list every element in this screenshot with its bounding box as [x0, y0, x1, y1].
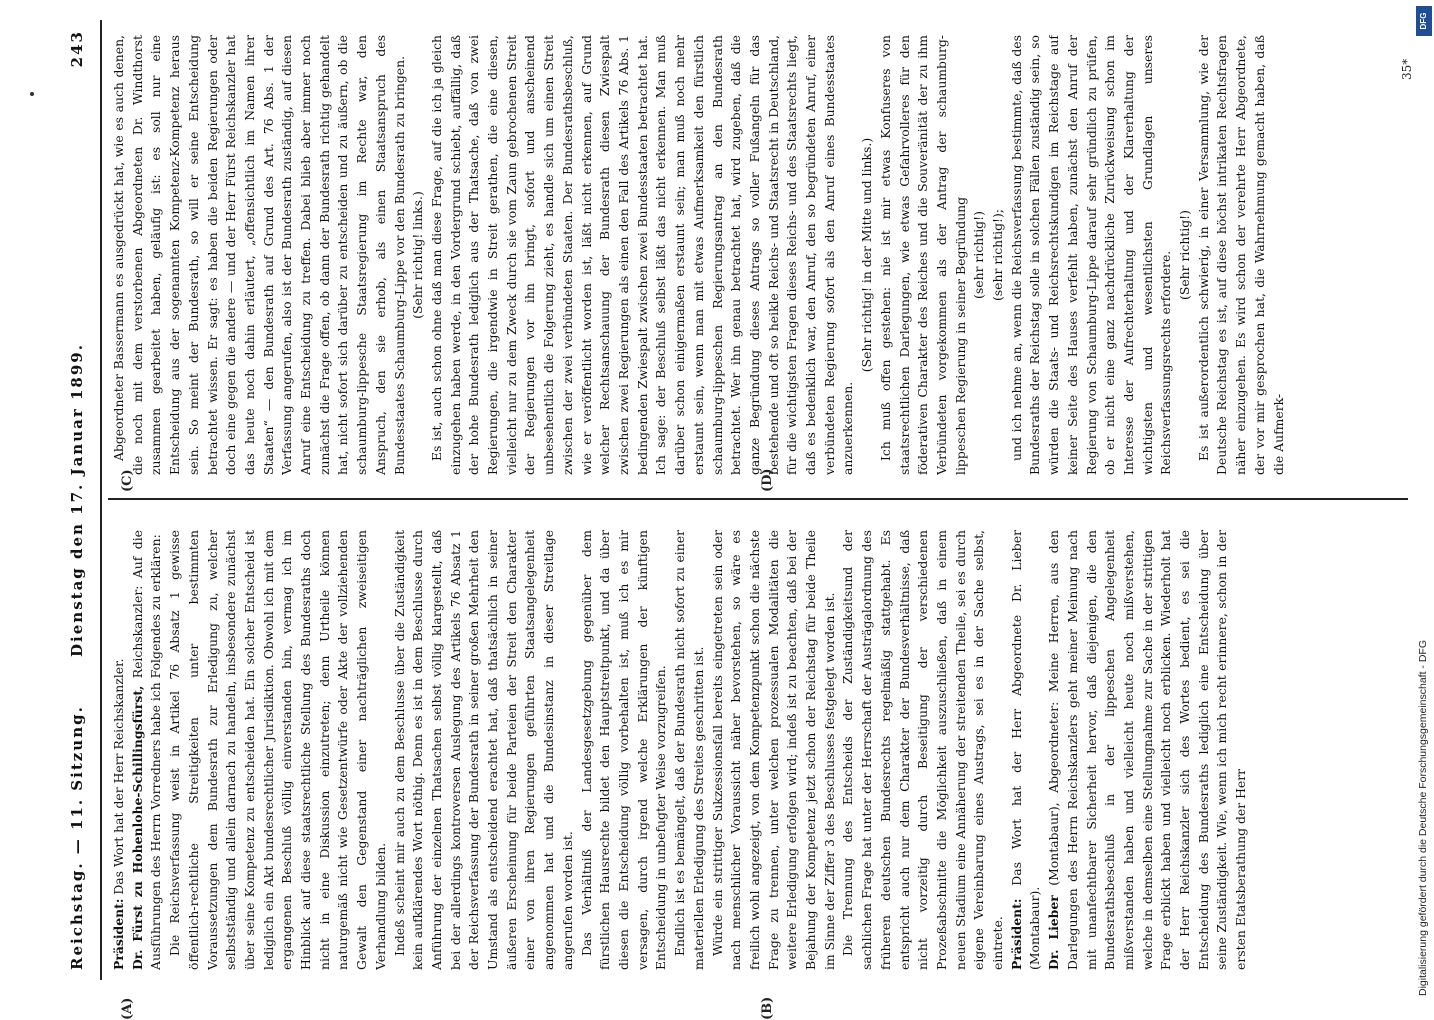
signature-mark: 35* — [1400, 58, 1414, 80]
paragraph-text: Die Reichsverfassung weist in Artikel 76 Absatz 1 gewisse öffentlich-rechtliche Streitigkeiten unter bestimmten Voraussetzungen dem Bundesrath zur Erledigung zu, welcher selbstständig und allein darnach zu handeln, insbesondere zunächst über seine Kompetenz zu entscheiden hat. Ein solcher Entscheid ist lediglich ein Akt bundesrechtlicher Jurisdiktion. Obwohl ich mit dem ergangenen Beschluß völlig einverstanden bin, vermag ich im Hinblick auf diese staatsrechtliche Stellung des Bundesraths doch nicht in eine Diskussion einzutreten; denn Urtheile können naturgemäß nicht wie Gesetzentwürfe oder Akte der vollziehenden Gewalt den Gegenstand einer nachträglichen zweiseitigen Verhandlung bilden. — [167, 530, 388, 970]
header-date: Dienstag den 17. Januar 1899. — [68, 343, 86, 657]
left-text-column — [110, 530, 1410, 970]
paragraph-text: Würde ein strittiger Sukzessionsfall bereits eingetreten sein oder nach menschlicher Voraussicht näher bevorstehen, so wäre es freilich wohl angezeigt, von dem Kompetenzpunkt schon die nächste Frage zu trennen, unter welchen prozessualen Modalitäten die weitere Erledigung erfolgen wird; indeß ist zu beachten, daß bei der Bejahung der Kompetenz jetzt schon der Reichstag für beide Theile im Sinne der Ziffer 3 des Beschlusses festgelegt worden ist. — [709, 530, 837, 970]
paragraph — [1195, 35, 1289, 475]
paragraph-text: Es ist, auch schon ohne daß man diese Frage, auf die ich ja gleich einzugehen haben werde, in den Vordergrund schiebt, auffällig, daß der hohe Bundesrath lediglich aus der Thatsache, daß von zwei Regierungen, die irgendwie in Streit gerathen, die eine diesen, vielleicht nur zu dem Zweck durch sie vom Zaun gebrochenen Streit der Regierungen vor ihn bringt, sofort und anscheinend unbesehentlich die Folgerung zieht, es handle sich um einen Streit zwischen der zwei verbündeten Staaten. Der Bundesrathsbeschluß, wie er veröffentlicht worden ist, läßt nicht erkennen, auf Grund welcher Rechtsanschauung der Bundesrath diesen Zwiespalt zwischen zwei Regierungen als einen den Fall des Artikels 76 Abs. 1 bedingenden Zwiespalt zwischen zwei Bundesstaaten betrachtet hat. Ich sage: der Beschluß selbst läßt das nicht erkennen. Man muß darüber schon einigermaßen erstaunt sein; man muß noch mehr erstaunt sein, wenn man mit etwas Aufmerksamkeit den fürstlich schaumburg-lippeschen Regierungsantrag an den Bundesrath betrachtet. Wer ihn genau betrachtet hat, wird zugeben, daß die ganze Begründung dieses Antrags so voller Fußangeln für das bestehende und oft so heikle Reichs- und Staatsrecht in Deutschland, für die wichtigsten Fragen dieses Reichs- und des Staatsrechts liegt, daß es bedenklich war, den Anruf, den so begründeten Anruf, einer verbündeten Regierung sofort als den Anruf eines Bundesstaates anzuerkennen. — [428, 35, 856, 475]
paragraph-text: und ich nehme an, wenn die Reichsverfassung bestimmte, daß des Bundesraths der Reichstag solle in solchen Fällen zuständig sein, so würden die Staats- und Reichsrechtskundigen im Reichstage auf keiner Seite des Hauses verfehlt haben, zunächst den Anruf der Regierung von Schaumburg-Lippe darauf sehr gründlich zu prüfen, ob er nicht eine ganz nachdrückliche Zurückweisung schon im Interesse der Aufrechterhaltung und der Klarerhaltung der wichtigsten und wesentlichsten Grundlagen unseres Reichsverfassungsrechts erfordere. — [1008, 35, 1174, 475]
rotated-page — [60, 20, 1430, 1020]
margin-mark-c: (C) — [120, 469, 135, 492]
right-text-column — [110, 35, 1410, 475]
paragraph — [1008, 530, 1045, 970]
speaker-name: Präsident: — [111, 898, 126, 970]
speaker-name: Dr. Lieber — [1046, 895, 1062, 970]
paragraph-text: Das Verhältniß der Landesgesetzgebung gegenüber dem fürstlichen Hausrechte bildet den Hauptstreitpunkt, und da über diesen die Entscheidung völlig vorbehalten ist, muß ich es mir versagen, durch irgend welche Erklärungen der künftigen Entscheidung in unbefugter Weise vorzugreifen. — [578, 530, 669, 970]
paragraph — [877, 35, 971, 475]
watermark — [1412, 6, 1434, 996]
paragraph-text: (Montabaur), Abgeordneter: Meine Herren, aus den Darlegungen des Herrn Reichskanzlers geht meiner Meinung nach mit unanfechtbarer Sicherheit hervor, daß diejenigen, die den Bundesrathsbeschluß in der lippeschen Angelegenheit mißverstanden haben und vielleicht heute noch mißverstehen, welche in demselben eine Stellungnahme zur Sache in der strittigen Frage erblickt haben und vielleicht noch erblicken. Wiederholt hat der Herr Reichskanzler sich des Wortes bedient, es sei die Entscheidung des Bundesraths lediglich eine Entscheidung über seine Zuständigkeit. Wie, wenn ich mich recht erinnere, schon in der ersten Etatsberathung der Herr — [1046, 530, 1249, 970]
paragraph-text: Das Wort hat der Herr Reichskanzler. — [111, 658, 126, 899]
page-number: 243 — [68, 30, 86, 68]
paragraph — [578, 530, 672, 970]
page-header — [60, 20, 102, 980]
interjection: (sehr richtig!); — [990, 208, 1006, 302]
interjection: (sehr richtig!) — [971, 211, 987, 299]
paragraph — [110, 35, 409, 475]
paragraph — [1045, 530, 1251, 970]
speaker-name: Präsident: — [1008, 898, 1024, 970]
paragraph — [391, 530, 578, 970]
paragraph — [110, 530, 129, 970]
interjection: (Sehr richtig!) — [1177, 210, 1193, 300]
paragraph-text: Das Wort hat der Herr Abgeordnete Dr. Lieber (Montabaur). — [1008, 530, 1043, 970]
paragraph — [129, 530, 166, 970]
paragraph — [709, 530, 840, 970]
speaker-name: Dr. Fürst zu Hohenlohe-Schillingsfürst, — [129, 685, 145, 970]
paragraph-text: Endlich ist es bemängelt, daß der Bundesrath nicht sofort zu einer materiellen Erledigung des Streites geschritten ist. — [672, 530, 706, 970]
watermark-text: Digitalisierung gefördert durch die Deutsche Forschungsgemeinschaft - DFG — [1417, 639, 1429, 996]
paragraph-text: Indeß scheint mir auch zu dem Beschlusse über die Zuständigkeit kein aufklärendes Wort nöthig. Denn es ist in dem Beschlusse durch Anführung der einzelnen Thatsachen selbst völlig klargestellt, daß bei der allerdings kontroversen Auslegung des Artikels 76 Absatz 1 der Reichsverfassung der Bundesrath in seiner großen Mehrheit den Umstand als entscheidend erachtet hat, daß thatsächlich in seiner äußeren Erscheinung für beide Parteien der Streit den Charakter einer von ihren Regierungen geführten Staatsangelegenheit angenommen hat und die Bundesinstanz in dieser Streitlage angerufen worden ist. — [391, 530, 575, 970]
column-divider — [108, 498, 1408, 500]
paragraph — [839, 530, 1007, 970]
ink-speck — [30, 92, 34, 96]
paragraph-text: Es ist außerordentlich schwierig, in einer Versammlung, wie der Deutsche Reichstag es ist, auf diese höchst intrikaten Rechtsfragen näher einzugehen. Es wird schon der verehrte Herr Abgeordnete, der vor mir gesprochen hat, die Wahrnehmung gemacht haben, daß die Aufmerk- — [1195, 35, 1286, 475]
header-session: Reichstag. — 11. Sitzung. — [68, 705, 86, 970]
margin-mark-d: (D) — [760, 468, 775, 492]
paragraph — [166, 530, 390, 970]
paragraph-text: Reichskanzler: Auf die Ausführungen des Herrn Vorredners habe ich Folgendes zu erklären: — [129, 530, 164, 970]
interjection: (Sehr richtig! in der Mitte und links.) — [859, 137, 875, 373]
paragraph — [428, 35, 858, 475]
dfg-logo — [1416, 6, 1432, 36]
paragraph — [1008, 35, 1176, 475]
interjection: (Sehr richtig! links.) — [410, 191, 426, 319]
dfg-logo-text: DFG — [1419, 12, 1428, 30]
paragraph-text: Die Trennung des Entscheids der Zuständigkeitsund der sachlichen Frage hat unter der Herrschaft der Austrägalordnung des früheren deutschen Bundesrechts regelmäßig stattgehabt. Es entspricht auch nur dem Charakter der Bundesverhältnisse, daß nicht vorzeitig durch Beseitigung der verschiedenen Prozeßabschnitte die Möglichkeit auszuschließen, daß in einem neuen Stadium eine Annäherung der streitenden Theile, sei es durch eigene Vereinbarung eines Austrags, sei es in der Sache selbst, eintrete. — [840, 530, 1006, 970]
paragraph-text: Abgeordneter Bassermann es ausgedrückt hat, wie es auch denen, die noch mit dem verstorbenen Abgeordneten Dr. Windthorst zusammen gearbeitet haben, geläufig ist: es soll nur eine Entscheidung aus der sogenannten Kompetenz-Kompetenz heraus sein. So meint der Bundesrath, so will er seine Entscheidung betrachtet wissen. Er sagt: es haben die beiden Regierungen oder doch eine gegen die andere — und der Herr Fürst Reichskanzler hat das heute noch dahin erläutert, „offensichtlich im Namen ihrer Staaten“ — den Bundesrath auf Grund des Art. 76 Abs. 1 der Verfassung angerufen, also ist der Bundesrath zuständig, auf diesen Anruf eine Entscheidung zu treffen. Dabei blieb aber immer noch zunächst die Frage offen, ob dann der Bundesrath richtig gehandelt hat, nicht sofort sich darüber zu entscheiden und zu äußern, ob die schaumburg-lippesche Staatsregierung im Rechte war, den Anspruch, den sie erhob, als einen Staatsanspruch des Bundesstaates Schaumburg-Lippe vor den Bundesrath zu bringen. — [111, 35, 407, 475]
paragraph-text: Ich muß offen gestehen: nie ist mir etwas Konfuseres von staatsrechtlichen Darlegungen, wie etwas Gefahrvolleres für den föderativen Charakter des Reiches und die Souveränität der zu ihm Verbündeten vorgekommen als der Antrag der schaumburg-lippeschen Regierung in seiner Begründung — [877, 35, 968, 475]
margin-mark-a: (A) — [120, 997, 135, 1020]
paragraph — [671, 530, 708, 970]
margin-mark-b: (B) — [760, 996, 775, 1020]
